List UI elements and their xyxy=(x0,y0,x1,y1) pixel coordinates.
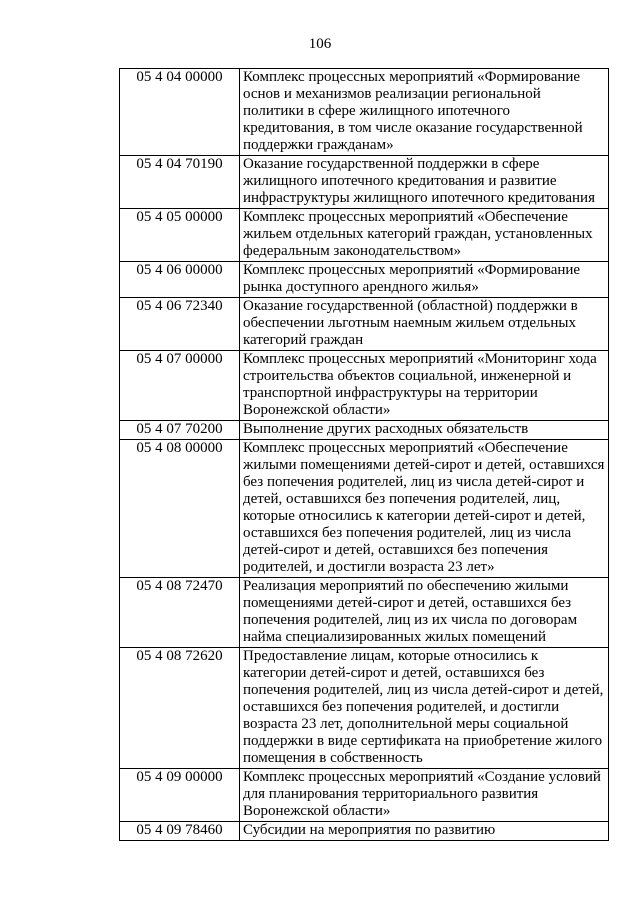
row-description xyxy=(240,69,609,156)
description-line: оставшихся без попечения родителей, и достигли xyxy=(243,699,560,715)
row-code: 05 4 08 72470 xyxy=(120,578,240,648)
row-code: 05 4 04 00000 xyxy=(120,69,240,156)
table-row xyxy=(120,209,609,262)
row-code: 05 4 09 00000 xyxy=(120,769,240,822)
row-code: 05 4 07 70200 xyxy=(120,421,240,440)
description-line: без попечения родителей, лиц из числа детей-сирот и xyxy=(243,474,585,490)
description-line: помещениями детей-сирот и детей, оставшихся без xyxy=(243,595,572,611)
row-code: 05 4 07 00000 xyxy=(120,351,240,421)
description-line: Комплекс процессных мероприятий «Обеспечение xyxy=(243,209,568,225)
row-code: 05 4 09 78460 xyxy=(120,822,240,841)
table-row xyxy=(120,421,609,440)
table-row xyxy=(120,262,609,298)
row-code: 05 4 05 00000 xyxy=(120,209,240,262)
description-line: транспортной инфраструктуры на территории xyxy=(243,385,538,401)
table-row xyxy=(120,822,609,841)
table-row xyxy=(120,769,609,822)
description-line: попечения родителей, лиц из числа детей-сирот и детей, xyxy=(243,682,604,698)
row-description xyxy=(240,262,609,298)
description-line: строительства объектов социальной, инженерной и xyxy=(243,368,572,384)
page-number: 106 xyxy=(308,36,332,52)
row-code: 05 4 04 70190 xyxy=(120,156,240,209)
row-description xyxy=(240,578,609,648)
description-line: возраста 23 лет, дополнительной меры социальной xyxy=(243,716,569,732)
description-line: инфраструктуры жилищного ипотечного кредитования xyxy=(243,190,595,206)
table-body xyxy=(120,69,609,841)
row-code: 05 4 08 00000 xyxy=(120,440,240,578)
row-code: 05 4 06 72340 xyxy=(120,298,240,351)
table-row xyxy=(120,69,609,156)
description-line: Комплекс процессных мероприятий «Создание условий xyxy=(243,769,601,785)
description-line: Реализация мероприятий по обеспечению жилыми xyxy=(243,578,569,594)
description-line: обеспечении льготным наемным жильем отдельных xyxy=(243,315,576,331)
description-line: Оказание государственной поддержки в сфере xyxy=(243,156,540,172)
description-line: рынка доступного арендного жилья» xyxy=(243,279,479,295)
row-description xyxy=(240,421,609,440)
table-row xyxy=(120,578,609,648)
description-line: Комплекс процессных мероприятий «Формирование xyxy=(243,69,581,85)
row-code: 05 4 08 72620 xyxy=(120,648,240,769)
description-line: Оказание государственной (областной) поддержки в xyxy=(243,298,578,314)
description-line: попечения родителей, лиц из их числа по договорам xyxy=(243,612,578,628)
description-line: Выполнение других расходных обязательств xyxy=(243,421,529,437)
row-description xyxy=(240,209,609,262)
row-description xyxy=(240,440,609,578)
description-line: детей, оставшихся без попечения родителей, лиц, xyxy=(243,491,561,507)
description-line: категории детей-сирот и детей, оставшихся без xyxy=(243,665,545,681)
description-line: основ и механизмов реализации региональной xyxy=(243,86,541,102)
description-line: политики в сфере жилищного ипотечного xyxy=(243,103,511,119)
description-line: Воронежской области» xyxy=(243,402,391,418)
description-line: оставшихся без попечения родителей, лиц из числа xyxy=(243,525,572,541)
description-line: Комплекс процессных мероприятий «Обеспечение xyxy=(243,440,568,456)
description-line: помещения в собственность xyxy=(243,750,423,766)
row-code: 05 4 06 00000 xyxy=(120,262,240,298)
row-description xyxy=(240,648,609,769)
description-line: Воронежской области» xyxy=(243,803,391,819)
description-line: поддержки в виде сертификата на приобретение жилого xyxy=(243,733,603,749)
description-line: жильем отдельных категорий граждан, установленных xyxy=(243,226,593,242)
description-line: найма специализированных жилых помещений xyxy=(243,629,546,645)
row-description xyxy=(240,822,609,841)
row-description xyxy=(240,298,609,351)
table-row xyxy=(120,298,609,351)
table-row xyxy=(120,440,609,578)
description-line: родителей, и достигли возраста 23 лет» xyxy=(243,559,495,575)
table-row xyxy=(120,648,609,769)
description-line: Субсидии на мероприятия по развитию xyxy=(243,822,496,838)
budget-classification-table xyxy=(119,68,609,841)
description-line: жилищного ипотечного кредитования и развитие xyxy=(243,173,557,189)
description-line: для планирования территориального развития xyxy=(243,786,539,802)
description-line: поддержки гражданам» xyxy=(243,137,394,153)
description-line: детей-сирот и детей, оставшихся без попечения xyxy=(243,542,549,558)
description-line: Предоставление лицам, которые относились к xyxy=(243,648,539,664)
table-row xyxy=(120,351,609,421)
row-description xyxy=(240,351,609,421)
row-description xyxy=(240,769,609,822)
description-line: Комплекс процессных мероприятий «Формирование xyxy=(243,262,581,278)
row-description xyxy=(240,156,609,209)
description-line: жилыми помещениями детей-сирот и детей, оставшихся xyxy=(243,457,605,473)
description-line: кредитования, в том числе оказание государственной xyxy=(243,120,583,136)
description-line: федеральным законодательством» xyxy=(243,243,461,259)
table-row xyxy=(120,156,609,209)
description-line: Комплекс процессных мероприятий «Мониторинг хода xyxy=(243,351,597,367)
description-line: которые относились к категории детей-сирот и детей, xyxy=(243,508,586,524)
description-line: категорий граждан xyxy=(243,332,364,348)
